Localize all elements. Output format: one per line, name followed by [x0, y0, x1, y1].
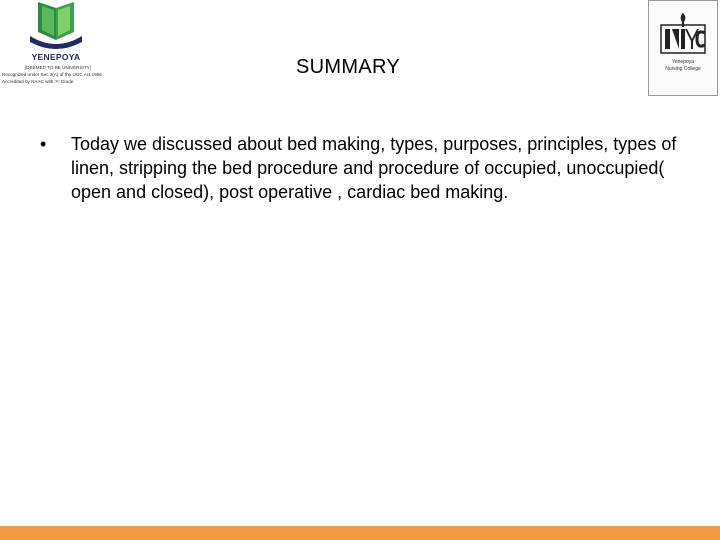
logo-right-caption-line: Yenepoya	[671, 59, 695, 65]
bullet-item	[40, 132, 680, 204]
nursing-college-logo	[648, 0, 718, 96]
logo-university-name: YENEPOYA	[31, 52, 81, 62]
slide-title: SUMMARY	[296, 56, 400, 78]
logo-line: Accredited by NAAC with 'A' Grade	[2, 79, 74, 84]
bullet-dot-icon: •	[40, 134, 47, 154]
logo-line: (DEEMED TO BE UNIVERSITY)	[24, 65, 92, 70]
logo-right-caption	[649, 59, 717, 73]
logo-right-caption-line: Nursing College	[665, 66, 701, 72]
bullet-text: Today we discussed about bed making, types, purposes, principles, types of linen, stripping the bed procedure and procedure of occupied, unoccupied( open and closed), post operative , cardiac bed making.	[71, 134, 677, 202]
bullet-list	[40, 132, 680, 204]
footer-accent-bar	[0, 526, 720, 540]
logo-accreditation-text	[2, 64, 114, 85]
yenepoya-university-logo	[0, 0, 112, 98]
logo-line: Recognized under Sec 3(A) of the UGC Act 1956	[2, 72, 102, 77]
nursing-college-emblem-icon	[659, 11, 707, 55]
yenepoya-emblem-icon	[26, 0, 86, 52]
